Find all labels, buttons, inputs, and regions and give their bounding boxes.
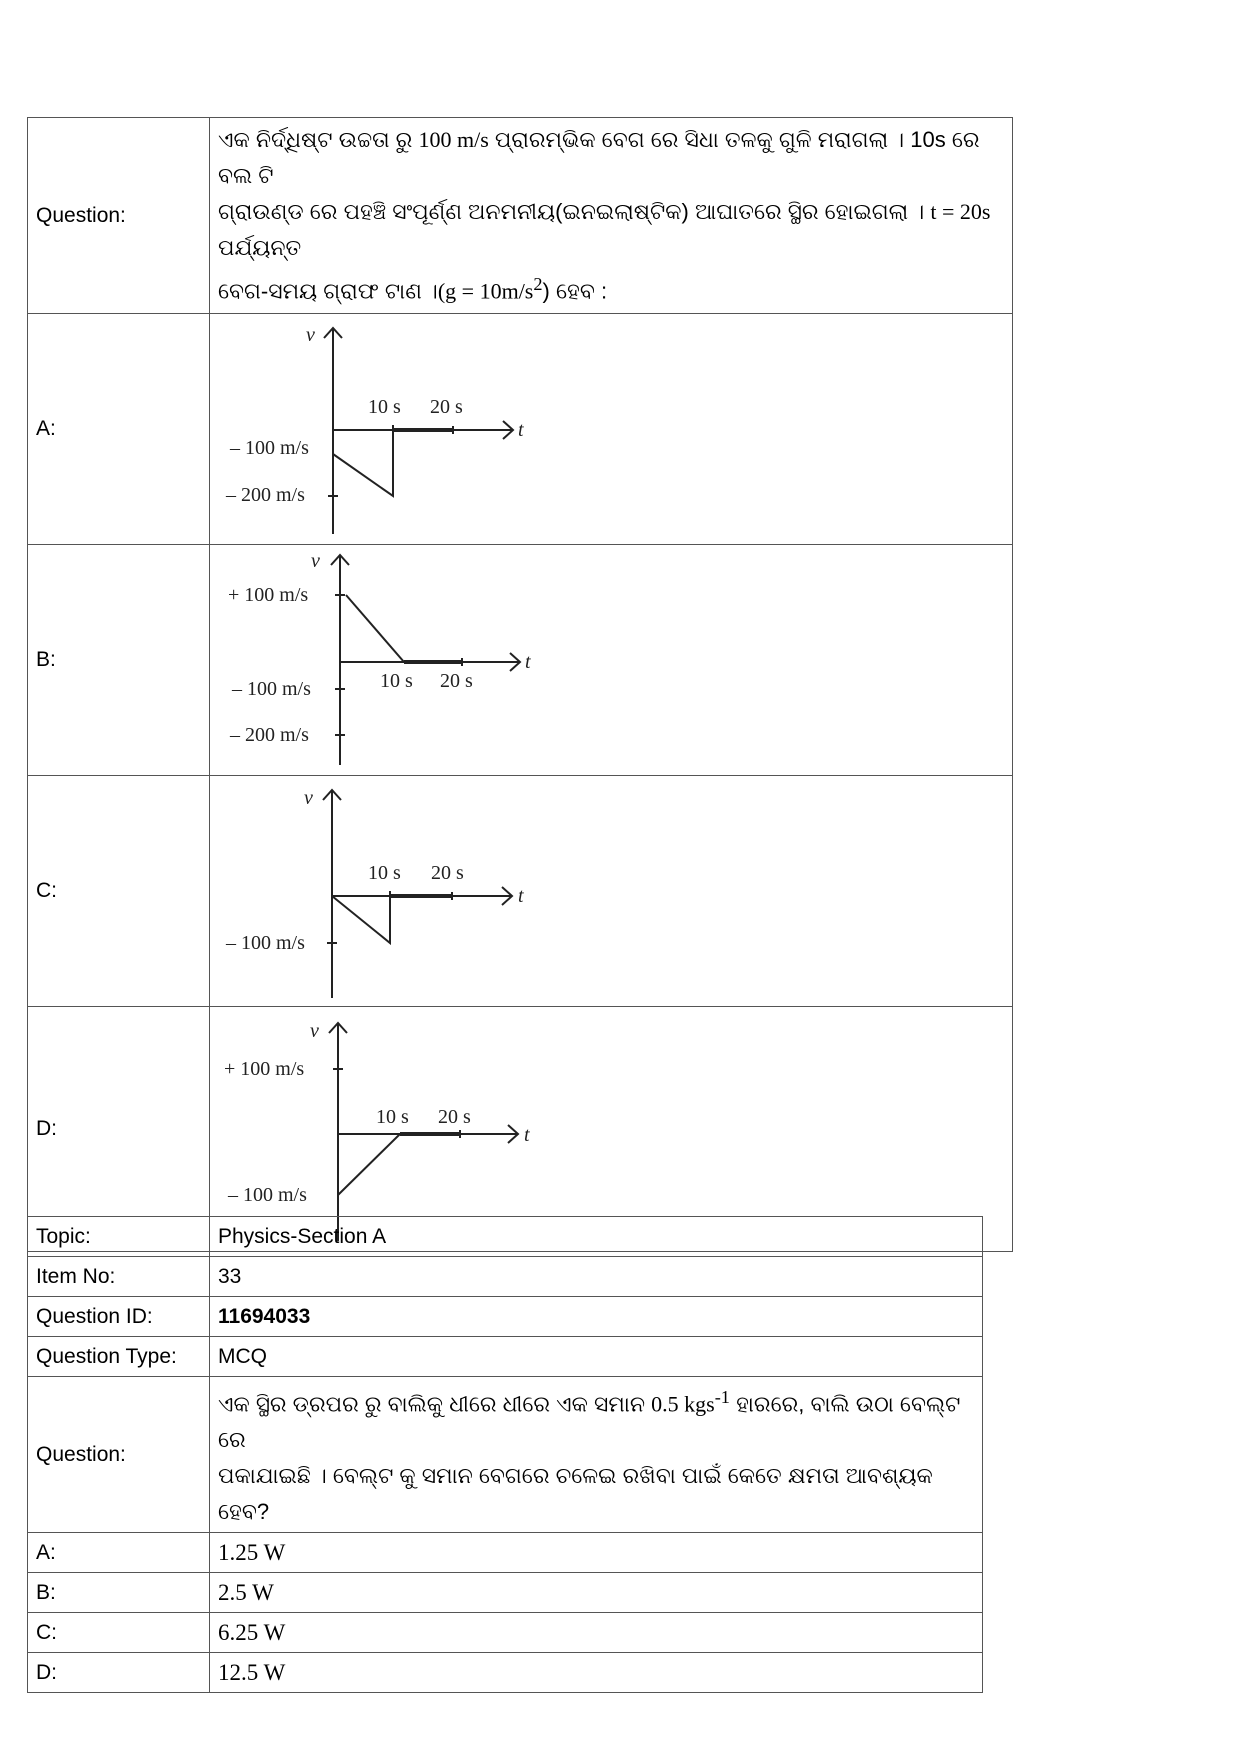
question-1-table	[27, 117, 1013, 1252]
option-c-label[interactable]: C:	[28, 776, 210, 1007]
question-text-line2a: ଗ୍ରାଉଣ୍ଡ ରେ ପହଞ୍ଚି ସଂପୂର୍ଣ୍ଣ ଅନମନୀୟ(ଇନଇଲାଷ୍ଟିକ) ଆଘାତରେ ସ୍ଥିର ହୋଇଗଲା ।	[218, 199, 925, 224]
tick-label-minus200: – 200 m/s	[226, 484, 305, 507]
tick-label-10s: 10 s	[368, 862, 401, 885]
question-type-label: Question Type:	[28, 1337, 210, 1377]
option-a-graph	[218, 316, 558, 542]
option-a-row	[28, 1533, 983, 1573]
option-a-row	[28, 314, 1013, 545]
tick-label-plus100: + 100 m/s	[228, 584, 309, 607]
option-d-graph	[218, 1009, 558, 1249]
question-text-line1c: ହାରରେ, ବାଲି ଉଠା ବେଲ୍ଟ ରେ	[218, 1391, 961, 1453]
tick-label-10s: 10 s	[368, 396, 401, 419]
question-text-line2: ପକାଯାଇଛି । ବେଲ୍ଟ କୁ ସମାନ ବେଗରେ ଚଳେଇ ରଖିବା ପାଇଁ କେତେ କ୍ଷମତା ଆବଶ୍ୟକ ହେବ?	[218, 1463, 933, 1525]
v-axis-label: v	[310, 1020, 319, 1043]
option-d-label[interactable]: D:	[28, 1007, 210, 1252]
velocity-line	[346, 595, 404, 662]
tick-label-20s: 20 s	[440, 670, 473, 693]
option-b-graph-cell[interactable]	[210, 545, 1013, 776]
velocity-line	[333, 430, 393, 496]
question-text-rate: 0.5 kgs	[651, 1391, 715, 1417]
option-c-graph-cell[interactable]	[210, 776, 1013, 1007]
tick-label-20s: 20 s	[430, 396, 463, 419]
v-axis-label: v	[311, 550, 320, 573]
question-text-line1c: ପ୍ରାରମ୍ଭିକ ବେଗ ରେ ସିଧା ତଳକୁ ଗୁଳି ମରାଗଲା । 10s ରେ ବଲ ଟି	[218, 127, 980, 188]
tick-label-minus200: – 200 m/s	[230, 724, 309, 747]
tick-label-plus100: + 100 m/s	[224, 1058, 305, 1081]
topic-value: Physics-Section A	[210, 1217, 983, 1257]
velocity-line	[338, 1134, 400, 1195]
option-b-label[interactable]: B:	[28, 1573, 210, 1613]
question-text-line2c: ପର୍ଯ୍ୟନ୍ତ	[218, 235, 302, 260]
option-c-row	[28, 1613, 983, 1653]
option-b-row	[28, 545, 1013, 776]
topic-row	[28, 1217, 983, 1257]
question-text-line3c: ) ହେବ :	[542, 278, 608, 304]
t-axis-label: t	[518, 885, 524, 908]
tick-label-minus100: – 100 m/s	[232, 678, 311, 701]
item-no-value: 33	[210, 1257, 983, 1297]
question-text	[210, 1377, 983, 1533]
option-c-value[interactable]: 6.25 W	[210, 1613, 983, 1653]
question-text-line1a: ଏକ ନିର୍ଦ୍ଧିଷ୍ଟ ଉଚ୍ଚତା ରୁ	[218, 127, 413, 152]
topic-label: Topic:	[28, 1217, 210, 1257]
question-text-gravity-exp: 2	[533, 274, 543, 294]
option-b-label[interactable]: B:	[28, 545, 210, 776]
question-text-rate-exp: -1	[714, 1387, 730, 1407]
item-no-row	[28, 1257, 983, 1297]
option-d-row	[28, 1653, 983, 1693]
v-axis-label: v	[306, 324, 315, 347]
tick-label-minus100: – 100 m/s	[226, 932, 305, 955]
question-row	[28, 1377, 983, 1533]
question-text	[210, 118, 1013, 314]
tick-label-10s: 10 s	[376, 1106, 409, 1129]
item-no-label: Item No:	[28, 1257, 210, 1297]
option-c-graph	[218, 778, 558, 1004]
question-text-time: t = 20s	[930, 199, 991, 224]
question-text-speed: 100 m/s	[418, 127, 489, 152]
question-row	[28, 118, 1013, 314]
option-d-label[interactable]: D:	[28, 1653, 210, 1693]
option-a-graph-cell[interactable]	[210, 314, 1013, 545]
question-label: Question:	[28, 1377, 210, 1533]
question-text-line1a: ଏକ ସ୍ଥିର ଡ୍ରପର ରୁ ବାଲିକୁ ଧୀରେ ଧୀରେ ଏକ ସମାନ	[218, 1391, 645, 1417]
option-b-row	[28, 1573, 983, 1613]
question-label: Question:	[28, 118, 210, 314]
tick-label-20s: 20 s	[438, 1106, 471, 1129]
t-axis-label: t	[525, 651, 531, 674]
option-c-row	[28, 776, 1013, 1007]
question-type-row	[28, 1337, 983, 1377]
option-b-value[interactable]: 2.5 W	[210, 1573, 983, 1613]
question-id-value: 11694033	[210, 1297, 983, 1337]
option-b-graph	[218, 547, 558, 773]
t-axis-label: t	[524, 1124, 530, 1147]
tick-label-20s: 20 s	[431, 862, 464, 885]
tick-label-10s: 10 s	[380, 670, 413, 693]
v-axis-label: v	[304, 787, 313, 810]
option-a-label[interactable]: A:	[28, 1533, 210, 1573]
question-text-gravity: (g = 10m/s	[437, 278, 534, 304]
option-a-label[interactable]: A:	[28, 314, 210, 545]
t-axis-label: t	[518, 419, 524, 442]
tick-label-minus100: – 100 m/s	[228, 1184, 307, 1207]
question-type-value: MCQ	[210, 1337, 983, 1377]
question-id-label: Question ID:	[28, 1297, 210, 1337]
option-a-value[interactable]: 1.25 W	[210, 1533, 983, 1573]
velocity-line	[332, 896, 390, 943]
option-d-value[interactable]: 12.5 W	[210, 1653, 983, 1693]
question-id-row	[28, 1297, 983, 1337]
tick-label-minus100: – 100 m/s	[230, 437, 309, 460]
question-text-line3a: ବେଗ-ସମୟ ଗ୍ରାଫ ଟାଣ ।	[218, 278, 438, 304]
option-c-label[interactable]: C:	[28, 1613, 210, 1653]
question-2-table	[27, 1216, 983, 1693]
